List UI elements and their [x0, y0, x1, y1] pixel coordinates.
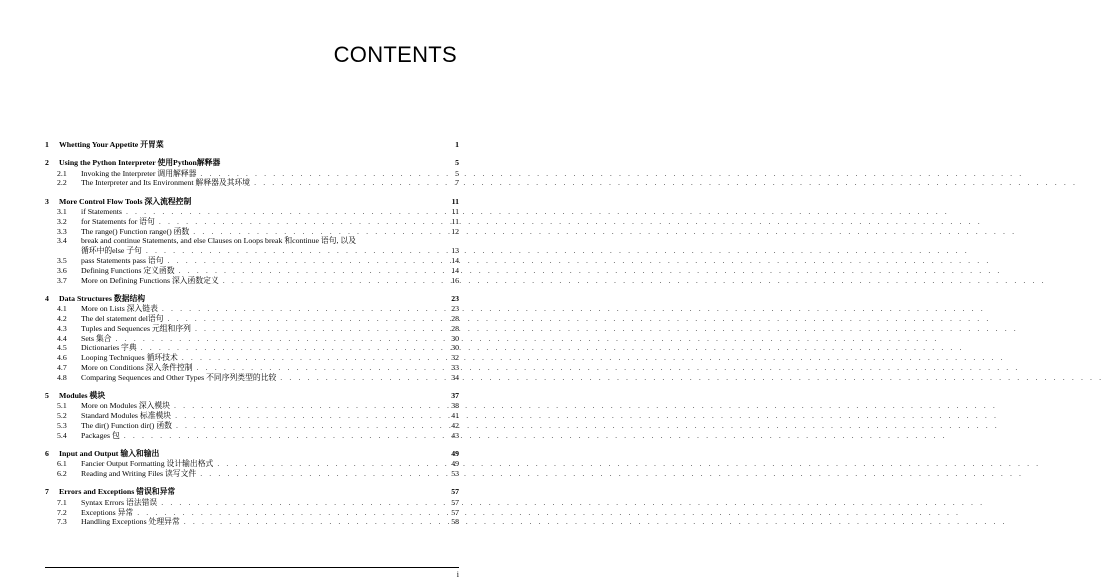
section-page: 38 — [451, 401, 459, 411]
toc-chapter-row[interactable] — [45, 197, 459, 207]
section-number: 3.5 — [57, 255, 67, 265]
section-title: for Statements for 语句 — [81, 216, 155, 226]
chapter-number: 4 — [45, 293, 49, 303]
toc-section-row[interactable] — [45, 169, 459, 179]
section-title: Dictionaries 字典 — [81, 343, 137, 353]
section-page: 34 — [451, 372, 459, 382]
toc-section-row[interactable] — [45, 256, 459, 266]
section-page: 7 — [455, 178, 459, 188]
dot-leader — [217, 459, 445, 469]
toc-chapter-row[interactable] — [45, 294, 459, 304]
toc-chapter-row[interactable] — [45, 140, 459, 150]
section-page: 32 — [451, 353, 459, 363]
dot-leader — [176, 421, 445, 431]
section-page: 30 — [451, 343, 459, 353]
section-page: 57 — [451, 497, 459, 507]
section-title: Packages 包 — [81, 430, 120, 440]
section-title: The Interpreter and Its Environment 解释器及其环境 — [81, 178, 251, 188]
section-title: More on Conditions 深入条件控制 — [81, 362, 193, 372]
section-title: pass Statements pass 语句 — [81, 255, 164, 265]
section-page: 41 — [451, 411, 459, 421]
chapter-number: 2 — [45, 158, 49, 168]
section-number: 2.1 — [57, 168, 67, 178]
section-page: 12 — [451, 226, 459, 236]
toc-section-row[interactable] — [45, 343, 459, 353]
dot-leader — [223, 276, 445, 286]
section-title: Defining Functions 定义函数 — [81, 265, 175, 275]
section-page: 57 — [451, 507, 459, 517]
section-page: 28 — [451, 323, 459, 333]
toc-chapter — [45, 294, 459, 383]
section-page: 5 — [455, 168, 459, 178]
section-page: 30 — [451, 333, 459, 343]
section-number: 3.6 — [57, 265, 67, 275]
toc-section-row[interactable] — [45, 469, 459, 479]
section-page: 11 — [451, 216, 459, 226]
section-number: 4.6 — [57, 353, 67, 363]
dot-leader — [193, 227, 445, 237]
toc-section-row[interactable] — [45, 266, 459, 276]
section-number: 7.1 — [57, 497, 67, 507]
dot-leader — [182, 353, 445, 363]
chapter-page: 49 — [451, 449, 459, 459]
section-title: More on Lists 深入链表 — [81, 304, 158, 314]
dot-leader — [124, 431, 445, 441]
section-number: 4.2 — [57, 313, 67, 323]
section-title: Syntax Errors 语法错误 — [81, 497, 158, 507]
section-page: 11 — [451, 206, 459, 216]
section-number: 5.4 — [57, 430, 67, 440]
section-number: 5.3 — [57, 420, 67, 430]
chapter-title: Modules 模块 — [59, 391, 106, 401]
chapter-number: 5 — [45, 391, 49, 401]
chapter-number: 3 — [45, 196, 49, 206]
dot-leader — [197, 363, 445, 373]
dot-leader — [137, 508, 445, 518]
chapter-page: 1 — [455, 140, 459, 149]
toc-section-row[interactable] — [45, 411, 459, 421]
toc-section-row[interactable] — [45, 508, 459, 518]
dot-leader — [179, 266, 445, 276]
table-of-contents — [45, 140, 459, 536]
section-number: 4.3 — [57, 323, 67, 333]
toc-section-row[interactable] — [45, 314, 459, 324]
dot-leader — [168, 256, 445, 266]
dot-leader — [162, 304, 445, 314]
footer-rule — [45, 567, 459, 568]
toc-chapter-row[interactable] — [45, 158, 459, 168]
toc-section-row-continued[interactable] — [45, 246, 459, 256]
section-title-continued: 循环中的else 子句 — [81, 246, 142, 256]
section-number: 2.2 — [57, 178, 67, 188]
dot-leader — [174, 401, 445, 411]
toc-section-row[interactable] — [45, 431, 459, 441]
section-title: Handling Exceptions 处理异常 — [81, 517, 180, 527]
dot-leader — [195, 324, 445, 334]
toc-section-row[interactable] — [45, 207, 459, 217]
section-title: Exceptions 异常 — [81, 507, 134, 517]
section-title: More on Modules 深入模块 — [81, 401, 171, 411]
section-title: More on Defining Functions 深入函数定义 — [81, 275, 219, 285]
section-title: Fancier Output Formatting 设计输出格式 — [81, 459, 214, 469]
chapter-page: 5 — [455, 158, 459, 168]
dot-leader — [254, 178, 445, 188]
section-number: 4.7 — [57, 362, 67, 372]
dot-leader — [200, 469, 445, 479]
section-number: 3.7 — [57, 275, 67, 285]
toc-section-row[interactable] — [45, 178, 459, 188]
chapter-page: 11 — [451, 196, 459, 206]
chapter-title: Errors and Exceptions 错误和异常 — [59, 487, 176, 497]
section-number: 7.3 — [57, 517, 67, 527]
dot-leader — [200, 169, 445, 179]
section-title: Looping Techniques 循环技术 — [81, 353, 178, 363]
toc-section-row[interactable] — [45, 217, 459, 227]
section-page: 14 — [451, 255, 459, 265]
chapter-page: 23 — [451, 293, 459, 303]
chapter-number: 7 — [45, 487, 49, 497]
dot-leader — [280, 373, 445, 383]
section-page: 33 — [451, 362, 459, 372]
document-page — [0, 0, 487, 583]
dot-leader — [175, 411, 445, 421]
chapter-title: Using the Python Interpreter 使用Python解释器 — [59, 158, 221, 168]
page-title: CONTENTS — [333, 42, 457, 67]
section-number: 6.1 — [57, 459, 67, 469]
toc-section-row[interactable] — [45, 304, 459, 314]
footer-page-number: i — [456, 570, 459, 579]
section-number: 6.2 — [57, 469, 67, 479]
section-page: 23 — [451, 304, 459, 314]
toc-section-row[interactable] — [45, 227, 459, 237]
section-number: 4.4 — [57, 333, 67, 343]
toc-section-row[interactable] — [45, 353, 459, 363]
chapter-title: Input and Output 输入和输出 — [59, 449, 160, 459]
section-number: 4.1 — [57, 304, 67, 314]
section-title: Reading and Writing Files 读写文件 — [81, 469, 197, 479]
toc-section-row[interactable] — [45, 334, 459, 344]
chapter-page: 37 — [451, 391, 459, 401]
section-number: 4.8 — [57, 372, 67, 382]
toc-chapter-row[interactable] — [45, 487, 459, 497]
section-number: 4.5 — [57, 343, 67, 353]
toc-chapter — [45, 391, 459, 440]
toc-section-row[interactable] — [45, 498, 459, 508]
dot-leader — [146, 246, 445, 256]
toc-section-row[interactable] — [45, 236, 459, 246]
section-number: 3.1 — [57, 206, 67, 216]
chapter-title: Data Structures 数据结构 — [59, 293, 146, 303]
toc-chapter-row[interactable] — [45, 449, 459, 459]
chapter-number: 1 — [45, 140, 49, 149]
section-page: 58 — [451, 517, 459, 527]
toc-section-row[interactable] — [45, 363, 459, 373]
toc-chapter — [45, 140, 459, 150]
section-title: The dir() Function dir() 函数 — [81, 420, 172, 430]
toc-section-row[interactable] — [45, 373, 459, 383]
section-title: Standard Modules 标准模块 — [81, 411, 172, 421]
section-title: Invoking the Interpreter 调用解释器 — [81, 168, 197, 178]
toc-chapter — [45, 197, 459, 286]
section-title: break and continue Statements, and else Clauses on Loops break 和continue 语句, 以及 — [81, 236, 356, 246]
toc-chapter — [45, 449, 459, 479]
chapter-page: 57 — [451, 487, 459, 497]
section-page: 14 — [451, 265, 459, 275]
toc-section-row[interactable] — [45, 517, 459, 527]
section-title: Sets 集合 — [81, 333, 112, 343]
section-number: 5.2 — [57, 411, 67, 421]
toc-section-row[interactable] — [45, 401, 459, 411]
section-number: 7.2 — [57, 507, 67, 517]
chapter-number: 6 — [45, 449, 49, 459]
section-title: Tuples and Sequences 元组和序列 — [81, 323, 191, 333]
section-number: 3.4 — [57, 236, 67, 246]
dot-leader — [184, 517, 445, 527]
dot-leader — [161, 498, 445, 508]
section-title: Comparing Sequences and Other Types 不同序列类型的比较 — [81, 372, 277, 382]
toc-chapter — [45, 158, 459, 188]
toc-section-row[interactable] — [45, 459, 459, 469]
section-page: 13 — [451, 246, 459, 256]
section-title: The del statement del语句 — [81, 313, 164, 323]
dot-leader — [159, 217, 445, 227]
dot-leader — [168, 314, 446, 324]
section-page: 16 — [451, 275, 459, 285]
section-number: 5.1 — [57, 401, 67, 411]
section-number: 3.3 — [57, 226, 67, 236]
section-page: 43 — [451, 430, 459, 440]
section-page: 49 — [451, 459, 459, 469]
section-page: 28 — [451, 313, 459, 323]
section-number: 3.2 — [57, 216, 67, 226]
toc-section-row[interactable] — [45, 324, 459, 334]
section-title: if Statements — [81, 206, 122, 216]
section-title: The range() Function range() 函数 — [81, 226, 190, 236]
toc-section-row[interactable] — [45, 276, 459, 286]
toc-section-row[interactable] — [45, 421, 459, 431]
chapter-title: More Control Flow Tools 深入流程控制 — [59, 196, 192, 206]
section-page: 53 — [451, 469, 459, 479]
dot-leader — [141, 343, 445, 353]
toc-chapter — [45, 487, 459, 527]
chapter-title: Whetting Your Appetite 开胃菜 — [59, 140, 164, 149]
section-page: 42 — [451, 420, 459, 430]
dot-leader — [116, 334, 445, 344]
toc-chapter-row[interactable] — [45, 391, 459, 401]
dot-leader — [126, 207, 445, 217]
